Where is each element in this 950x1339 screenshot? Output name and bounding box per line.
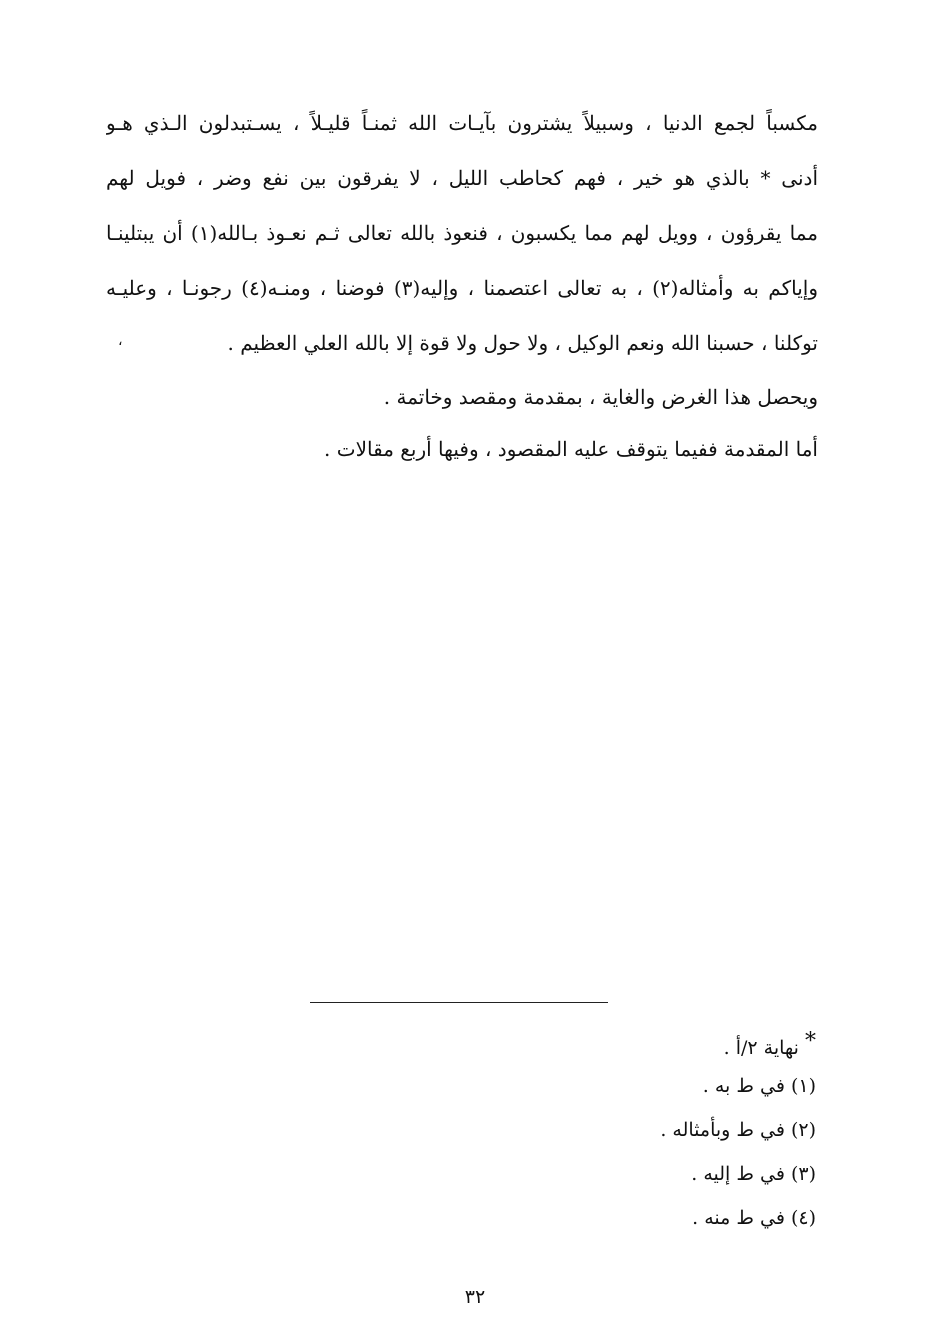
footnote-1: (١) في ط به . bbox=[702, 1075, 816, 1097]
page-number: ٣٢ bbox=[464, 1286, 486, 1308]
text-line-6: ويحصل هذا الغرض والغاية ، بمقدمة ومقصد وخاتمة . bbox=[383, 385, 818, 409]
footnote-star-text: نهاية ٢/أ . bbox=[723, 1037, 799, 1059]
footnote-2: (٢) في ط وبأمثاله . bbox=[660, 1119, 816, 1141]
footnote-star bbox=[396, 1020, 816, 1064]
text-line-3: مما يقرؤون ، وويل لهم مما يكسبون ، فنعوذ بالله تعالى ثـم نعـوذ بـالله(١) أن يبتلينـا bbox=[106, 221, 818, 245]
text-line-4: وإياكم به وأمثاله(٢) ، به تعالى اعتصمنا ، وإليه(٣) فوضنا ، ومنـه(٤) رجونـا ، وعليـه bbox=[106, 276, 818, 300]
footnote-4: (٤) في ط منه . bbox=[692, 1207, 816, 1229]
text-line-5: توكلنا ، حسبنا الله ونعم الوكيل ، ولا حول ولا قوة إلا بالله العلي العظيم . bbox=[227, 331, 818, 355]
footnotes bbox=[396, 1020, 816, 1240]
footnote-divider bbox=[310, 1002, 608, 1003]
footnote-3: (٣) في ط إليه . bbox=[691, 1163, 816, 1185]
text-line-7: أما المقدمة ففيما يتوقف عليه المقصود ، وفيها أربع مقالات . bbox=[324, 437, 818, 461]
text-line-1: مكسباً لجمع الدنيا ، وسبيلاً يشترون بآيـات الله ثمنـاً قليـلاً ، يسـتبدلون الـذي هـو bbox=[106, 111, 818, 135]
main-text bbox=[106, 96, 818, 475]
star-marker: * bbox=[805, 1029, 816, 1054]
text-line-2: أدنى * بالذي هو خير ، فهم كحاطب الليل ، لا يفرقون بين نفع وضر ، فويل لهم bbox=[106, 166, 818, 190]
stray-mark: ، bbox=[118, 333, 123, 349]
